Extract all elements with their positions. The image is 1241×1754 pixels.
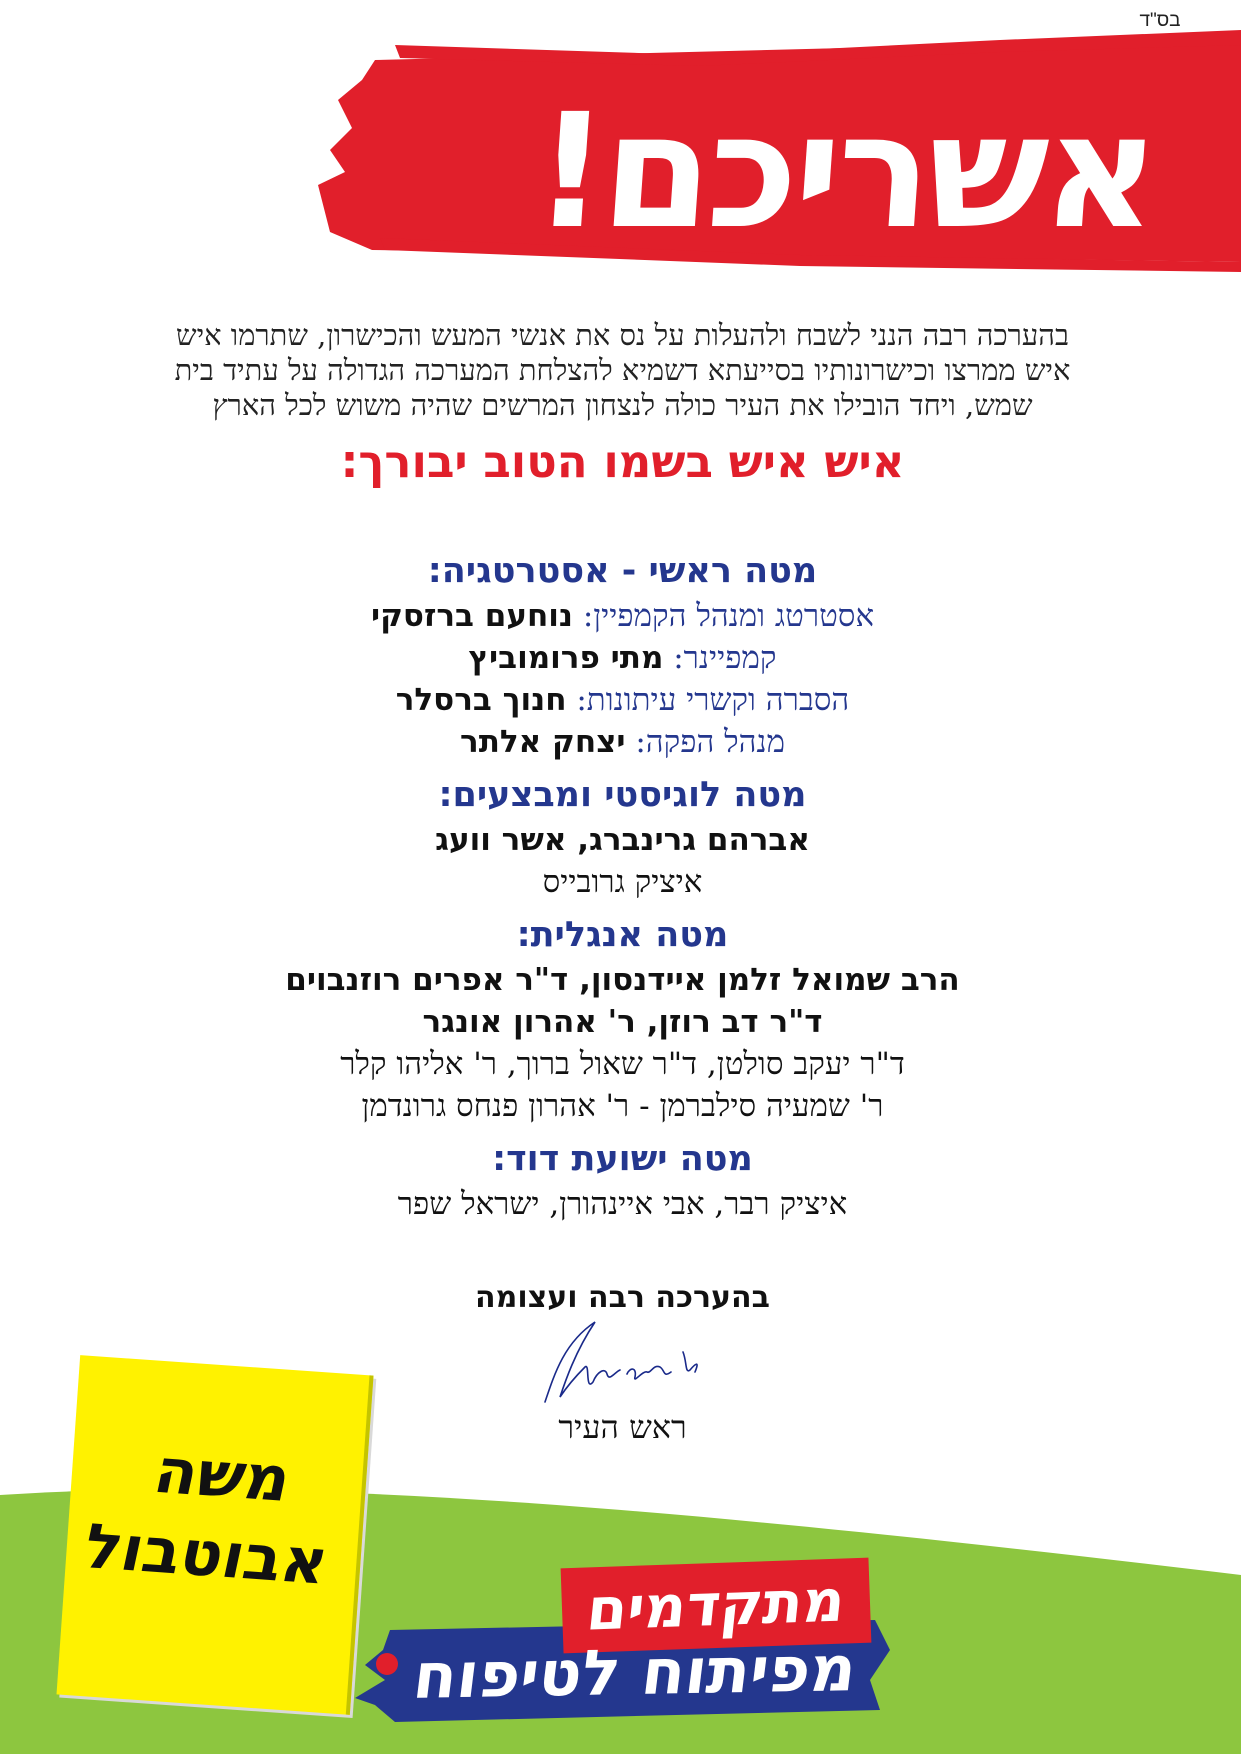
staff-names-line [110,959,1135,1001]
staff-row [110,595,1135,637]
staff-list [110,547,1135,1225]
slogan-top: מתקדמים [583,1566,849,1644]
staff-names-line: איציק גרובייס [542,864,703,900]
staff-role: הסברה וקשרי עיתונות: [576,682,850,718]
staff-names-line [110,1001,1135,1043]
intro-line: שמש, ויחד הובילו את העיר כולה לנצחון המרשים שהיה משוש לכל הארץ [212,388,1033,422]
mayor-title: ראש העיר [558,1408,687,1446]
headline: אשריכם! [528,80,1162,264]
candidate-first-name: משה [148,1434,298,1516]
slogan-bottom: מפיתוח לטיפוח [409,1632,861,1713]
staff-names-line: איציק רבר, אבי איינהורן, ישראל שפר [397,1186,848,1222]
section-title-david: מטה ישועת דוד: [492,1139,753,1179]
staff-role: אסטרטג ומנהל הקמפיין: [582,598,875,634]
candidate-name [53,1426,376,1604]
staff-names: הרב שמואל זלמן איידנסון, ד"ר אפרים רוזנבוים [285,962,960,998]
staff-names: אברהם גרינברג, אשר וועג [435,822,810,858]
candidate-last-name: אבוטבול [77,1509,335,1599]
intro-line: בהערכה רבה הנני לשבח ולהעלות על נס את אנשי המעש והכישרון, שתרמו איש [176,318,1069,352]
staff-name: יצחק אלתר [460,724,626,760]
staff-names-line: ר' שמעיה סילברמן - ר' אהרון פנחס גרונדמן [361,1088,884,1124]
staff-row [110,637,1135,679]
candidate-card [56,1355,373,1715]
closing-regards: בהערכה רבה ועצומה [475,1280,770,1315]
staff-names: ד"ר דב רוזן, ר' אהרון אונגר [422,1004,823,1040]
staff-names-line: ד"ר יעקב סולטן, ד"ר שאול ברוך, ר' אליהו קלר [340,1046,905,1082]
section-title-logistics: מטה לוגיסטי ומבצעים: [438,775,807,815]
red-dot [376,1653,398,1675]
bsd-mark: בס"ד [1139,10,1181,31]
staff-names-line [110,819,1135,861]
staff-name: נוחעם ברזסקי [370,598,573,634]
section-title-strategy: מטה ראשי - אסטרטגיה: [427,551,818,591]
staff-name: מתי פרומוביץ [468,640,664,676]
staff-role: קמפיינר: [673,640,777,676]
intro-paragraph [110,318,1135,423]
staff-role: מנהל הפקה: [635,724,785,760]
staff-row [110,679,1135,721]
staff-name: חנוך ברסלר [395,682,567,718]
blessing-heading: איש איש בשמו הטוב יבורך: [340,435,905,488]
section-title-english: מטה אנגלית: [516,915,729,955]
intro-line: איש ממרצו וכישרונותיו בסייעתא דשמיא להצלחת המערכה הגדולה על עתיד בית [174,353,1071,387]
signature [535,1312,715,1412]
staff-row [110,721,1135,763]
